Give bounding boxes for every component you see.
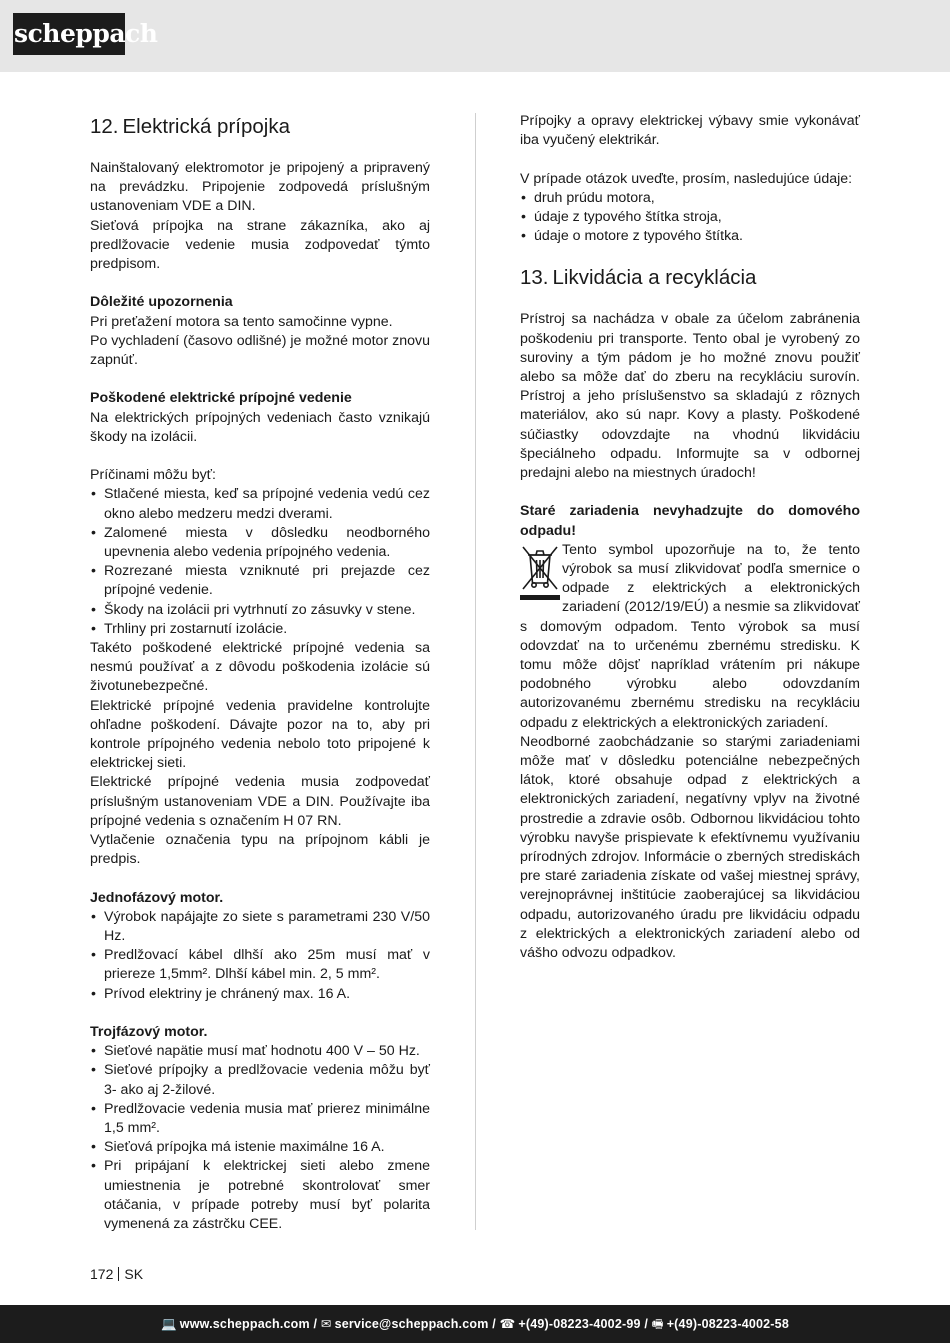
paragraph: Takéto poškodené elektrické prípojné vedenia sa nesmú používať a z dôvodu poškodenia izolácie sú životunebezpečné.: [90, 640, 430, 695]
list-item: • Trhliny pri zostarnutí izolácie.: [90, 620, 430, 639]
list-item: • Stlačené miesta, keď sa prípojné vedenia vedú cez okno alebo medzeru medzi dverami.: [90, 485, 430, 523]
causes-list: [90, 485, 430, 639]
section-12-title: Elektrická prípojka: [122, 115, 290, 138]
column-divider: [475, 113, 476, 1230]
envelope-icon: ✉: [320, 1317, 332, 1331]
paragraph: Neodborné zaobchádzanie so starými zariadeniami môže mať v dôsledku potenciálne nebezpečných látok, ktoré obsahuje odpad z elektrických a elektronických zariadení, negatívny vplyv na životné prostredie a zdravie osôb. Odbornou likvidáciou tohto výrobku navyše prispievate k efektívnemu využívaniu prírodných zdrojov. Informácie o zberných strediskách pre staré zariadenia získate od vašej miestnej správy, verejnoprávnej inštitúcie zaoberajúcej sa likvidáciou odpadu, autorizovaného úradu pre likvidáciu odpadu z elektrických a elektronických zariadení alebo od vášho odvozu odpadkov.: [520, 733, 860, 962]
waste-heading: Staré zariadenia nevyhadzujte do domového odpadu!: [520, 503, 860, 539]
email-link[interactable]: service@scheppach.com: [334, 1317, 489, 1331]
list-item: • Predlžovací kábel dlhší ako 25m musí mať v priereze 1,5mm². Dlhší kábel min. 2, 5 mm².: [90, 946, 430, 984]
single-phase-heading: Jednofázový motor.: [90, 889, 224, 906]
list-item: • Predlžovacie vedenia musia mať prierez minimálne 1,5 mm².: [90, 1100, 430, 1138]
damaged-cable-heading: Poškodené elektrické prípojné vedenie: [90, 390, 352, 407]
list-item: • údaje z typového štítka stroja,: [520, 208, 860, 227]
paragraph: V prípade otázok uveďte, prosím, nasledujúce údaje:: [520, 170, 853, 187]
monitor-icon: 💻: [161, 1317, 177, 1331]
right-column: [520, 112, 860, 963]
paragraph: Pri preťažení motora sa tento samočinne vypne.: [90, 313, 393, 330]
header-bar: [0, 0, 950, 72]
causes-intro: Príčinami môžu byť:: [90, 467, 216, 484]
section-13-number: 13.: [520, 266, 549, 290]
list-item: • Prívod elektriny je chránený max. 16 A.: [90, 985, 430, 1004]
fax-number: +(49)-08223-4002-58: [666, 1317, 789, 1331]
three-phase-list: [90, 1042, 430, 1234]
paragraph: Prístroj sa nachádza v obale za účelom zabránenia poškodeniu pri transporte. Tento obal je vyrobený zo suroviny a tým pádom je ho možné znovu použiť alebo sa môže dať do zberu na recykláciu surovín. Prístroj a jeho príslušenstvo sa skladajú z rôznych materiálov, ako sú napr. Kovy a plasty. Poškodené súčiastky odovzdajte na vhodnú likvidáciu špeciálneho odpadu. Informujte sa v odbornej predajni alebo na miestnych úradoch!: [520, 311, 860, 482]
three-phase-heading: Trojfázový motor.: [90, 1024, 208, 1041]
paragraph: Elektrické prípojné vedenia musia zodpovedať príslušným ustanoveniam VDE a DIN. Používajte iba prípojné vedenia s označením H 07 RN.: [90, 774, 430, 829]
section-13-heading: [520, 265, 860, 291]
list-item: • Sieťové napätie musí mať hodnotu 400 V – 50 Hz.: [90, 1042, 430, 1061]
list-item: • Zalomené miesta v dôsledku neodborného upevnenia alebo vedenia prípojného vedenia.: [90, 524, 430, 562]
page-number: 172: [90, 1266, 114, 1282]
scheppach-logo: scheppach: [13, 13, 125, 55]
list-item: • Škody na izolácii pri vytrhnutí zo zásuvky v stene.: [90, 601, 430, 620]
website-link[interactable]: www.scheppach.com: [179, 1317, 310, 1331]
list-item: • druh prúdu motora,: [520, 189, 860, 208]
list-item: • Rozrezané miesta vzniknuté pri prejazde cez prípojné vedenie.: [90, 562, 430, 600]
paragraph: Tento symbol upozorňuje na to, že tento výrobok sa musí zlikvidovať podľa smernice o odpade z elektrických a elektronických zariadení (2012/19/EÚ) a nesmie sa zlikvidovať s domovým odpadom. Tento výrobok sa musí odovzdať na to určenému zbernému stredisku. K tomu môže dôjsť napríklad vrátením pri nákupe podobného výrobku alebo odovzdaním autorizovanému zbernému stredisku na recykláciu odpadu z elektrických a elektronických zariadení.: [520, 541, 860, 731]
contact-footer: 💻 www.scheppach.com / ✉ service@scheppach.com / ☎ +(49)-08223-4002-99 / 🖷 +(49)-08223-4002-58: [0, 1305, 950, 1343]
page-number-label: [90, 1265, 143, 1283]
list-item: • Sieťové prípojky a predlžovacie vedenia môžu byť 3- ako aj 2-žilové.: [90, 1061, 430, 1099]
paragraph: Vytlačenie označenia typu na prípojnom kábli je predpis.: [90, 832, 430, 868]
paragraph: Nainštalovaný elektromotor je pripojený a pripravený na prevádzku. Pripojenie zodpovedá príslušným ustanoveniam VDE a DIN.: [90, 160, 430, 215]
paragraph: Po vychladení (časovo odlišné) je možné motor znovu zapnúť.: [90, 332, 430, 369]
section-12-number: 12.: [90, 115, 119, 138]
language-code: SK: [124, 1266, 144, 1282]
paragraph: Elektrické prípojné vedenia pravidelne kontrolujte ohľadne poškodení. Dávajte pozor na to, aby pri kontrole prípojného vedenia nebolo toto pripojené k elektrickej sieti.: [90, 697, 430, 772]
paragraph: Sieťová prípojka na strane zákazníka, ako aj predlžovacie vedenie musia zodpovedať týmto predpisom.: [90, 217, 430, 273]
section-13-title: Likvidácia a recyklácia: [552, 266, 757, 290]
paragraph: Na elektrických prípojných vedeniach často vznikajú škody na izolácii.: [90, 409, 430, 445]
info-list: [520, 189, 860, 247]
paragraph: Prípojky a opravy elektrickej výbavy smie vykonávať iba vyučený elektrikár.: [520, 113, 860, 149]
crossed-out-wheelie-bin-icon: [520, 543, 560, 607]
phone-icon: ☎: [499, 1317, 516, 1331]
section-12-heading: [90, 114, 430, 140]
important-heading: Dôležité upozornenia: [90, 294, 233, 311]
list-item: • údaje o motore z typového štítka.: [520, 227, 860, 246]
weee-notice: [520, 541, 860, 733]
single-phase-list: [90, 908, 430, 1004]
fax-icon: 🖷: [651, 1317, 664, 1331]
list-item: • Výrobok napájajte zo siete s parametrami 230 V/50 Hz.: [90, 908, 430, 946]
list-item: • Sieťová prípojka má istenie maximálne 16 A.: [90, 1138, 430, 1157]
list-item: • Pri pripájaní k elektrickej sieti alebo zmene umiestnenia je potrebné skontrolovať smer otáčania, v prípade potreby musí byť polarita vymenená za zástrčku CEE.: [90, 1157, 430, 1234]
left-column: [90, 112, 430, 1234]
phone-number: +(49)-08223-4002-99: [518, 1317, 641, 1331]
